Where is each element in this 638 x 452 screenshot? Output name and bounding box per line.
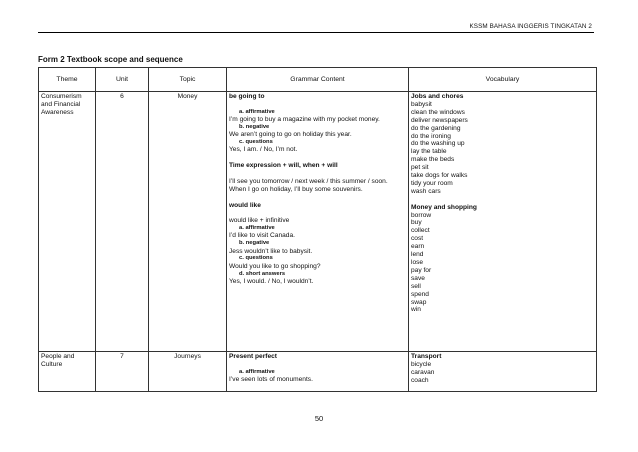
line-spacer <box>229 209 406 217</box>
sub-heading: a. affirmative <box>239 368 275 375</box>
text-line: pay for <box>411 266 432 274</box>
text-line: When I go on holiday, I’ll buy some souvenirs. <box>229 185 363 193</box>
topic-cell: Money <box>149 92 227 352</box>
column-header-theme: Theme <box>39 68 96 92</box>
document-header: KSSM BAHASA INGGERIS TINGKATAN 2 <box>469 23 592 30</box>
text-line: wash cars <box>411 187 441 195</box>
theme-cell: People and Culture <box>39 352 96 392</box>
text-line: Jess wouldn’t like to babysit. <box>229 247 313 255</box>
text-line: Yes, I am. / No, I’m not. <box>229 146 298 154</box>
line-spacer <box>229 154 406 162</box>
sub-heading: c. questions <box>239 255 273 262</box>
sub-heading: b. negative <box>239 123 270 130</box>
text-line: would like + infinitive <box>229 217 290 225</box>
column-header-vocabulary: Vocabulary <box>409 68 597 92</box>
text-line: deliver newspapers <box>411 116 468 124</box>
text-line: take dogs for walks <box>411 172 468 180</box>
text-line: Yes, I would. / No, I wouldn’t. <box>229 277 314 285</box>
text-line: spend <box>411 290 429 298</box>
text-line: clean the windows <box>411 108 465 116</box>
text-line: babysit <box>411 100 432 108</box>
section-heading: Time expression + will, when + will <box>229 162 338 170</box>
text-line: lay the table <box>411 148 447 156</box>
text-line: borrow <box>411 211 432 219</box>
sub-heading: a. affirmative <box>239 225 275 232</box>
column-header-topic: Topic <box>149 68 227 92</box>
line-spacer <box>229 361 406 369</box>
theme-cell: Consumerism and Financial Awareness <box>39 92 96 352</box>
sub-heading: b. negative <box>239 240 270 247</box>
text-line: collect <box>411 227 430 235</box>
unit-cell: 6 <box>96 92 149 352</box>
sub-heading: c. questions <box>239 139 273 146</box>
text-line: lend <box>411 251 424 259</box>
sub-heading: d. short answers <box>239 270 286 277</box>
document-title: Form 2 Textbook scope and sequence <box>38 55 183 64</box>
text-line: do the washing up <box>411 140 465 148</box>
table-row <box>39 352 597 392</box>
text-line: make the beds <box>411 156 455 164</box>
section-heading: would like <box>229 201 261 209</box>
text-line: cost <box>411 235 424 243</box>
grammar-cell <box>227 92 409 352</box>
table-header-row <box>39 68 597 92</box>
text-line: bicycle <box>411 360 432 368</box>
text-line: save <box>411 274 425 282</box>
topic-cell: Journeys <box>149 352 227 392</box>
header-divider <box>38 32 594 33</box>
line-spacer <box>229 101 406 109</box>
line-spacer <box>229 170 406 178</box>
vocabulary-cell <box>409 352 597 392</box>
section-heading: Jobs and chores <box>411 93 464 100</box>
text-line: caravan <box>411 368 435 376</box>
unit-cell: 7 <box>96 352 149 392</box>
text-line: lose <box>411 259 424 267</box>
text-line: earn <box>411 243 425 251</box>
sub-heading: a. affirmative <box>239 108 275 115</box>
text-line: sell <box>411 282 421 290</box>
text-line: tidy your room <box>411 179 453 187</box>
text-line: do the gardening <box>411 124 461 132</box>
grammar-cell <box>227 352 409 392</box>
text-line: We aren’t going to go on holiday this year. <box>229 131 352 139</box>
line-spacer <box>411 196 594 204</box>
text-line: I’ve seen lots of monuments. <box>229 376 313 383</box>
line-spacer <box>229 194 406 202</box>
section-heading: Transport <box>411 353 442 360</box>
section-heading: be going to <box>229 93 265 100</box>
text-line: I’ll see you tomorrow / next week / this summer / soon. <box>229 177 388 185</box>
text-line: I’m going to buy a magazine with my pocket money. <box>229 116 380 123</box>
table-row <box>39 92 597 352</box>
column-header-grammar: Grammar Content <box>227 68 409 92</box>
text-line: I’d like to visit Canada. <box>229 232 295 240</box>
text-line: win <box>411 306 421 314</box>
vocabulary-cell <box>409 92 597 352</box>
text-line: buy <box>411 219 422 227</box>
text-line: Would you like to go shopping? <box>229 262 321 270</box>
text-line: swap <box>411 298 427 306</box>
page-number: 50 <box>314 414 324 423</box>
section-heading: Present perfect <box>229 353 278 360</box>
text-line: pet sit <box>411 164 429 172</box>
column-header-unit: Unit <box>96 68 149 92</box>
section-heading: Money and shopping <box>411 203 477 211</box>
text-line: coach <box>411 376 429 384</box>
scope-sequence-table <box>38 67 597 392</box>
text-line: do the ironing <box>411 132 451 140</box>
